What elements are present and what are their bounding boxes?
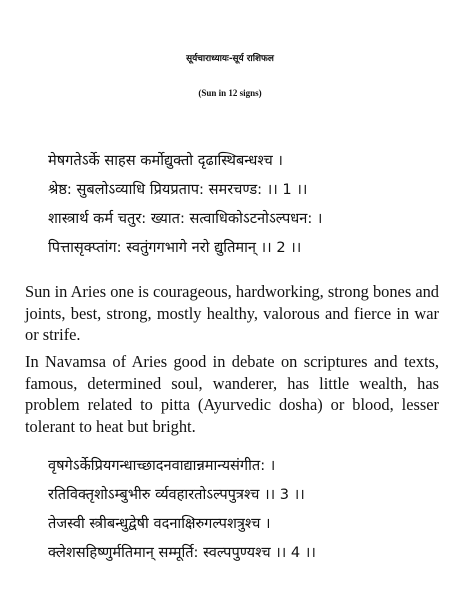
verse-line: तेजस्वी स्त्रीबन्धुद्वेषी वदनाक्षिरुगल्पशत्रुश्च । [48, 515, 271, 532]
chapter-title: सूर्यचाराध्यायः-सूर्य राशिफल [186, 54, 274, 64]
verse-line: पित्तासृक्प्तांग: स्वतुंगगभागे नरो द्युतिमान् ।। 2 ।। [48, 239, 302, 256]
verse-line: क्लेशसहिष्णुर्मतिमान् सम्मूर्ति: स्वल्पपुण्यश्च ।। 4 ।। [48, 544, 316, 561]
verse-line: श्रेष्ठ: सुबलोऽव्याधि प्रियप्रताप: समरचण्ड: ।। 1 ।। [48, 181, 308, 198]
chapter-subtitle: (Sun in 12 signs) [198, 88, 262, 98]
translation-paragraph: In Navamsa of Aries good in debate on scriptures and texts, famous, determined soul, wanderer, has little wealth, has problem related to pitta (Ayurvedic dosha) or blood, lesser tolerant to heat but bright. [25, 352, 439, 436]
verse-line: रतिविक्तृशोऽम्बुभीरु र्व्यवहारतोऽल्पपुत्रश्च ।। 3 ।। [48, 486, 305, 503]
verse-line: वृषगेऽर्केप्रियगन्धाच्छादनवाद्यान्नमान्यसंगीत: । [48, 457, 276, 474]
verse-line: मेषगतेऽर्के साहस कर्मोद्युक्तो दृढास्थिबन्धश्च । [48, 152, 283, 169]
verse-line: शास्त्रार्थ कर्म चतुर: ख्यात: सत्वाधिकोऽटनोऽल्पधन: । [48, 210, 323, 227]
translation-paragraph: Sun in Aries one is courageous, hardworking, strong bones and joints, best, strong, mostly healthy, valorous and fierce in war or strife. [25, 282, 439, 344]
